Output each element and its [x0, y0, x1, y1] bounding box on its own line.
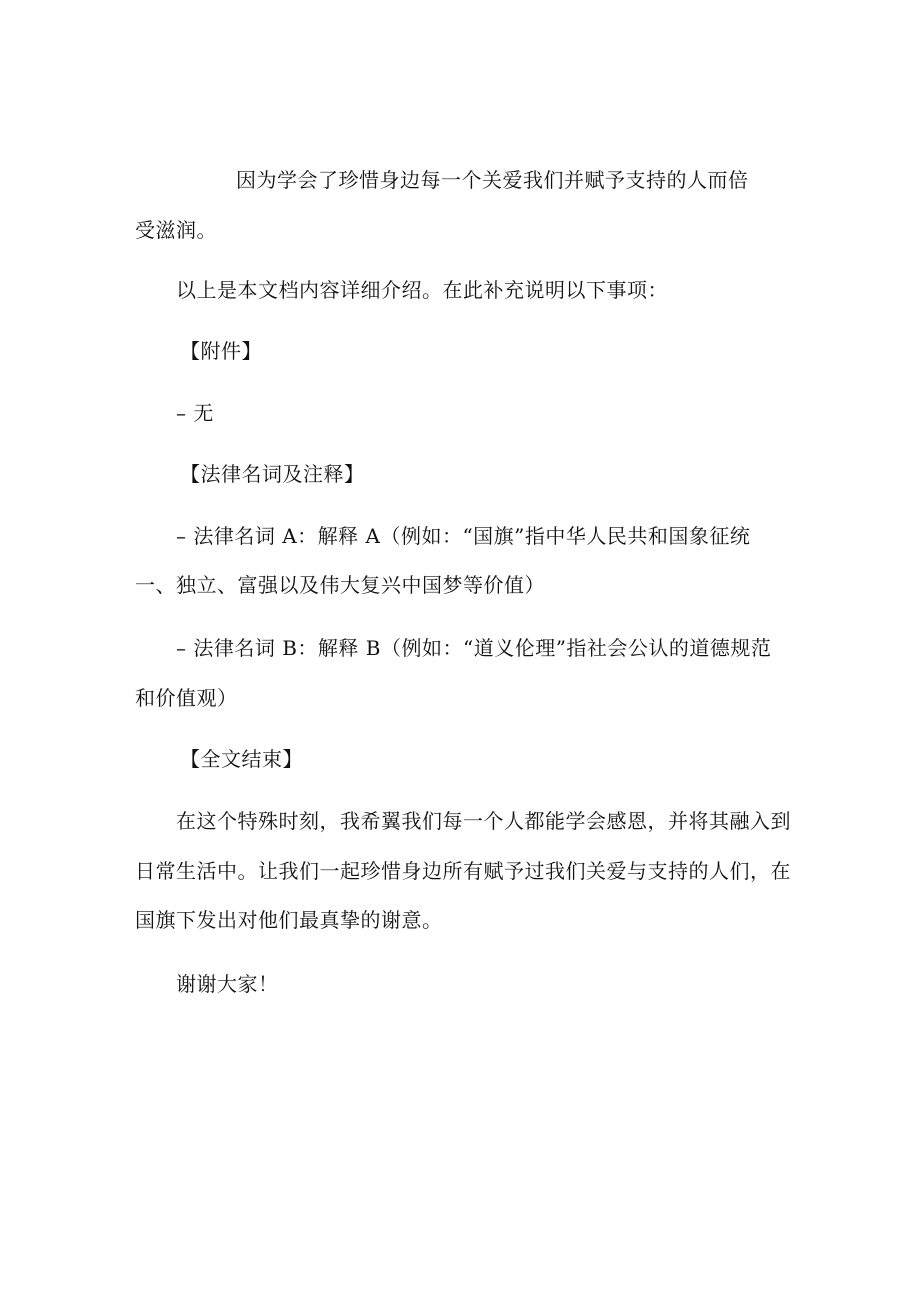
legal-terms-heading: 【法律名词及注释】	[180, 462, 365, 486]
intro-line-1: 因为学会了珍惜身边每一个关爱我们并赋予支持的人而倍	[236, 168, 749, 192]
intro-line-2: 受滋润。	[135, 218, 217, 242]
legal-term-b-line-1: – 法律名词 B：解释 B（例如：“道义伦理”指社会公认的道德规范	[176, 636, 772, 660]
end-heading: 【全文结束】	[180, 747, 303, 771]
legal-term-a-line-2: 一、独立、富强以及伟大复兴中国梦等价值）	[135, 573, 545, 597]
attachments-heading: 【附件】	[180, 339, 262, 363]
thanks-line: 谢谢大家！	[176, 972, 279, 996]
legal-term-b-line-2: 和价值观）	[135, 686, 238, 710]
closing-line-2: 日常生活中。让我们一起珍惜身边所有赋予过我们关爱与支持的人们，在	[135, 859, 791, 883]
attachments-item: – 无	[176, 401, 214, 425]
closing-line-3: 国旗下发出对他们最真挚的谢意。	[135, 908, 443, 932]
legal-term-a-line-1: – 法律名词 A：解释 A（例如：“国旗”指中华人民共和国象征统	[176, 524, 751, 548]
summary-paragraph: 以上是本文档内容详细介绍。在此补充说明以下事项：	[176, 278, 668, 302]
closing-line-1: 在这个特殊时刻，我希翼我们每一个人都能学会感恩，并将其融入到	[176, 809, 791, 833]
